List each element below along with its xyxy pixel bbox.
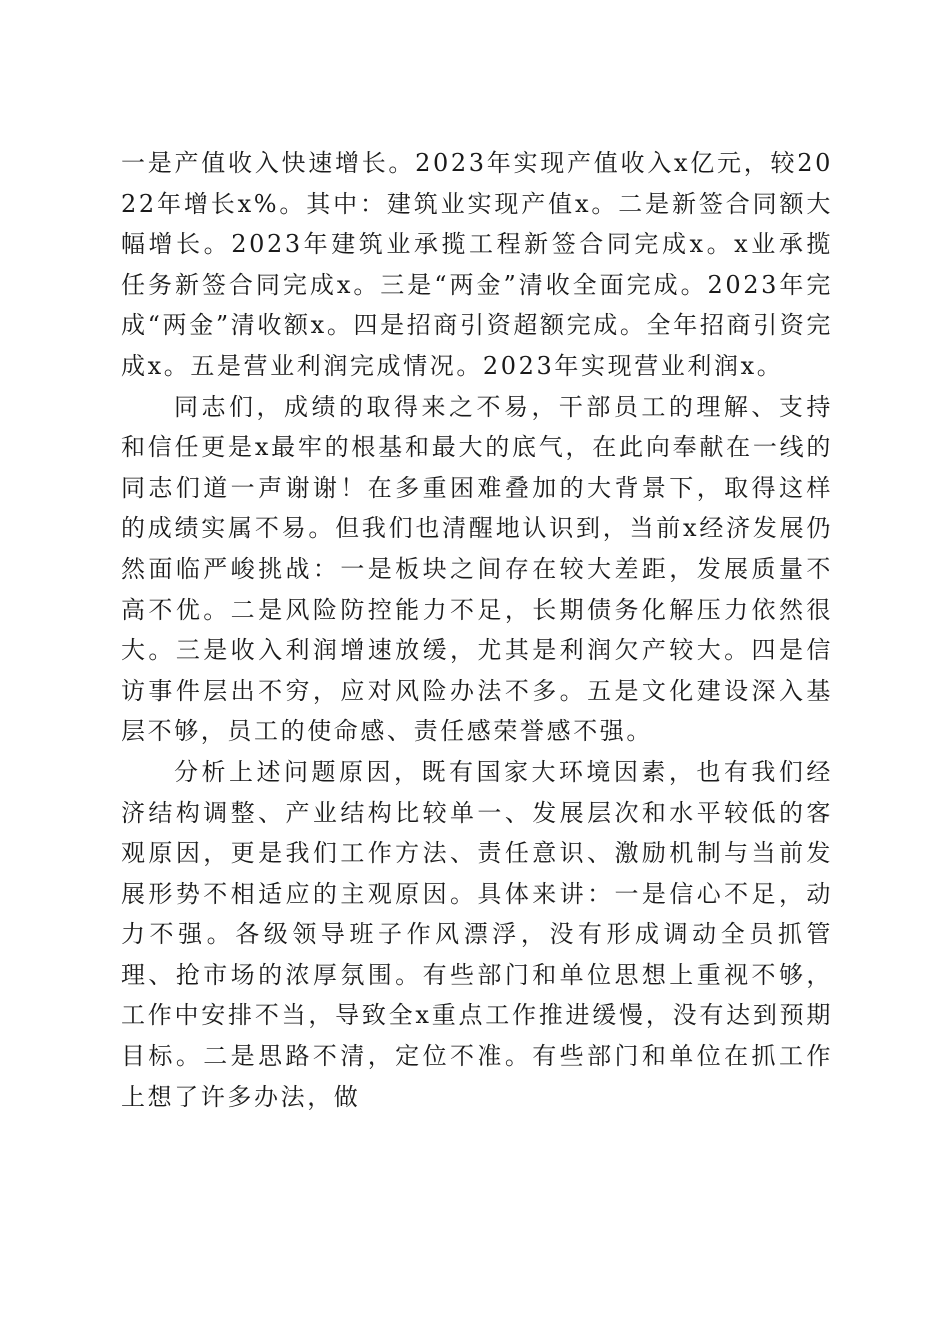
paragraph-challenges: 同志们，成绩的取得来之不易，干部员工的理解、支持和信任更是x最牢的根基和最大的底气，在此向奉献在一线的同志们道一声谢谢！在多重困难叠加的大背景下，取得这样的成绩实属不易。但我们也清醒地认识到，当前x经济发展仍然面临严峻挑战：一是板块之间存在较大差距，发展质量不高不优。二是风险防控能力不足，长期债务化解压力依然很大。三是收入利润增速放缓，尤其是利润欠产较大。四是信访事件层出不穷，应对风险办法不多。五是文化建设深入基层不够，员工的使命感、责任感荣誉感不强。	[121, 392, 833, 746]
paragraph-cause-analysis: 分析上述问题原因，既有国家大环境因素，也有我们经济结构调整、产业结构比较单一、发展层次和水平较低的客观原因，更是我们工作方法、责任意识、激励机制与当前发展形势不相适应的主观原因。具体来讲：一是信心不足，动力不强。各级领导班子作风漂浮，没有形成调动全员抓管理、抢市场的浓厚氛围。有些部门和单位思想上重视不够，工作中安排不当，导致全x重点工作推进缓慢，没有达到预期目标。二是思路不清，定位不准。有些部门和单位在抓工作上想了许多办法，做	[121, 757, 833, 1111]
paragraph-achievements: 一是产值收入快速增长。2023年实现产值收入x亿元，较2022年增长x%。其中：建筑业实现产值x。二是新签合同额大幅增长。2023年建筑业承揽工程新签合同完成x。x业承揽任务新签合同完成x。三是“两金”清收全面完成。2023年完成“两金”清收额x。四是招商引资超额完成。全年招商引资完成x。五是营业利润完成情况。2023年实现营业利润x。	[121, 149, 833, 380]
document-body	[121, 143, 833, 1117]
